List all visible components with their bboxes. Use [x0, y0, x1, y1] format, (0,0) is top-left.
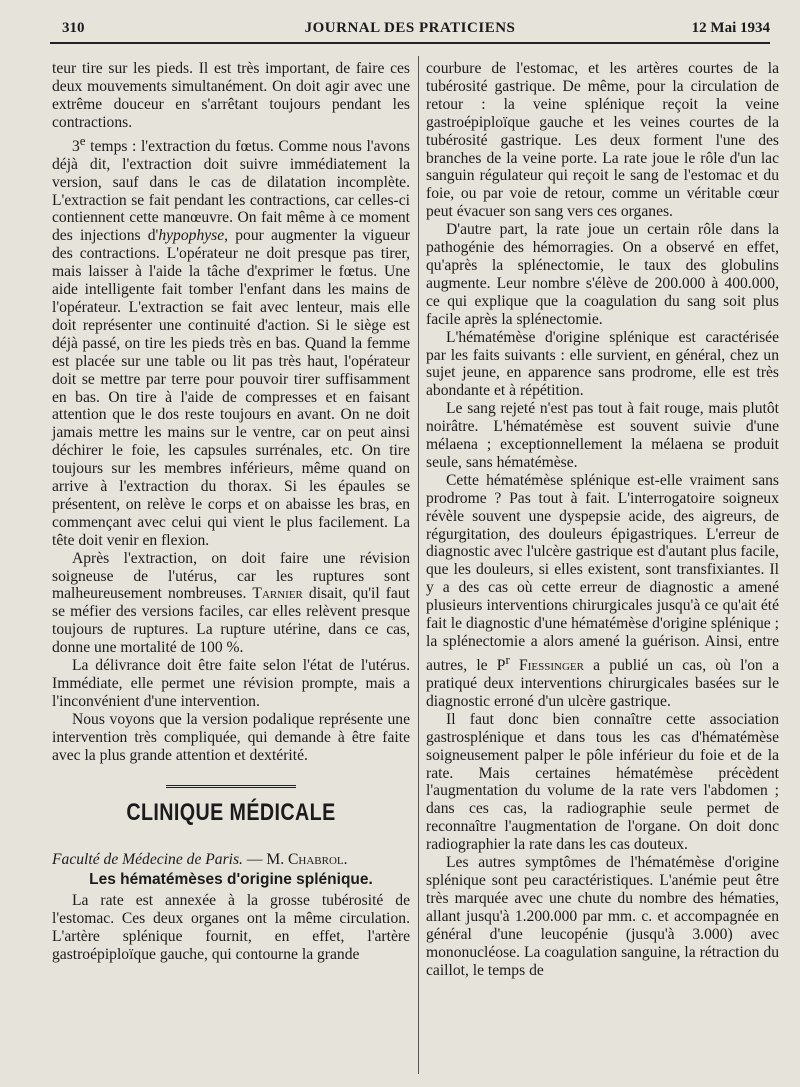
faculty: Faculté de Médecine de Paris.: [52, 850, 243, 868]
paragraph: [426, 472, 779, 711]
paragraph: courbure de l'estomac, et les artères courtes de la tubérosité gastrique. De même, pour la circulation de retour : la veine splénique reçoit la veine gastroépiploïque gauche et les veines courtes de la tubérosité gastrique. Les deux forment l'une des branches de la veine porte. La rate joue le rôle d'un lac sanguin régulateur qui reçoit le sang de l'estomac et du foie, ou par voie de retour, comme un véritable cœur peut évacuer son sang vers ces organes.: [426, 60, 779, 221]
issue-date: 12 Mai 1934: [691, 20, 770, 36]
ordinal-suffix: e: [79, 132, 86, 148]
text-run: Cette hématémèse splénique est-elle vraiment sans prodrome ? Pas tout à fait. L'interrogatoire soigneux révèle souvent une dyspepsie acide, des aigreurs, de régurgitation, des douleurs épigastriques. L'erreur de diagnostic avec l'ulcère gastrique est d'autant plus facile, que les douleurs, si elles existent, sont transfixiantes. Il y a des cas où cette erreur de diagnostic a amené plusieurs interventions chirurgicales jusqu'à ce qu'ait été fait le diagnostic d'une hématémèse d'origine splénique ; la splénectomie a alors amené la guérison. Ainsi, entre autres, le P: [426, 471, 779, 675]
left-column: [52, 60, 410, 964]
journal-title: JOURNAL DES PRATICIENS: [304, 20, 516, 36]
page-header: [50, 20, 770, 44]
text-run: , pour augmenter la vigueur des contractions. L'opérateur ne doit presque pas tirer, mais laisser à l'aide la tâche d'exprimer le fœtus. Une aide intelligente fait tomber l'enfant dans les mains de l'opérateur. L'extraction se fait avec lenteur, mais elle doit représenter une continuité d'action. Si le siège est déjà passé, on tire les pieds très en bas. Quand la femme est placée sur une table ou lit pas très haut, l'opérateur doit se mettre par terre pour pouvoir tirer suffisamment en bas. On tire à l'aide de compresses et en faisant attention que le dos reste toujours en avant. On ne doit jamais mettre les mains sur le ventre, car on peut ainsi déchirer le foie, les capsules surrénales, etc. On tire toujours sur les membres inférieurs, même quand on arrive à l'extraction du thorax. Si les épaules se présentent, on relève le corps et on abaisse les bras, en commençant avec celui qui vient le plus facilement. La tête doit venir en flexion.: [52, 227, 410, 549]
section-rule: [166, 785, 296, 790]
paragraph: Le sang rejeté n'est pas tout à fait rouge, mais plutôt noirâtre. L'hématémèse est souvent suivie d'une mélaena ; exceptionnellement la mélaena se produit seule, sans hématémèse.: [426, 400, 779, 471]
text-run: temps : l'extraction du fœtus. Comme nous l'avons déjà dit, l'extraction doit suivre immédiatement la version, sauf dans le cas de dilatation incomplète. L'extraction se fait pendant les contractions, car celles-ci contiennent cette manœuvre. On fait même à ce moment des injections d': [52, 137, 410, 245]
column-divider: [418, 56, 419, 1074]
text-run: disait, qu'il faut se méfier des versions faciles, car elles relèvent presque toujours de ruptures. La rupture utérine, dans ce cas, donne une mortalité de 100 %.: [52, 585, 410, 657]
cited-author: Fiessinger: [519, 657, 584, 675]
paragraph: D'autre part, la rate joue un certain rôle dans la pathogénie des hémorragies. On a observé en effet, qu'après la splénectomie, le taux des globulins augmente. Leur nombre s'élève de 200.000 à 400.000, ce qui explique que la coagulation du sang soit plus facile après la splénectomie.: [426, 221, 779, 328]
article-byline: [52, 851, 410, 869]
author-name: Chabrol: [288, 850, 344, 868]
byline-end: .: [343, 850, 348, 868]
text-run: Après l'extraction, on doit faire une révision soigneuse de l'utérus, car les ruptures sont malheureusement nombreuses.: [52, 549, 410, 603]
paragraph: Les autres symptômes de l'hématémèse d'origine splénique sont peu caractéristiques. L'anémie peut être très marquée avec une chute du nombre des hématies, allant jusqu'à 1.200.000 par mm. c. et accompagnée en général d'une leucopénie (jusqu'à 3.000) avec mononucléose. La coagulation sanguine, la rétraction du caillot, le temps de: [426, 854, 779, 979]
page-number: 310: [62, 20, 85, 36]
emphasis: hypophyse: [158, 227, 225, 245]
paragraph: [52, 132, 410, 550]
text-run: a publié un cas, où l'on a pratiqué deux interventions chirurgicales basées sur le diagnostic erroné d'un ulcère gastrique.: [426, 657, 779, 710]
paragraph: Il faut donc bien connaître cette association gastrosplénique et dans tous les cas d'hématémèse soigneusement palper le pôle inférieur du foie et de la rate. Mais certaines hématémèse précèdent l'augmentation du volume de la rate vers l'abdomen ; dans ces cas, la radiographie seule permet de reconnaître l'augmentation de l'organe. On doit donc radiographier la rate dans les cas douteux.: [426, 710, 779, 854]
paragraph: teur tire sur les pieds. Il est très important, de faire ces deux mouvements simultanément. On doit agir avec une extrême douceur en s'arrêtant toujours pendant les contractions.: [52, 60, 410, 131]
cited-author: Tarnier: [252, 585, 303, 603]
article-title: Les hématémèses d'origine splénique.: [89, 871, 373, 889]
paragraph: La rate est annexée à la grosse tubérosité de l'estomac. Ces deux organes ont la même circulation. L'artère splénique fournit, en effet, l'artère gastroépiploïque gauche, qui contourne la grande: [52, 892, 410, 964]
byline-separator: — M.: [242, 850, 289, 868]
section-title: CLINIQUE MÉDICALE: [126, 798, 336, 826]
paragraph: [52, 550, 410, 657]
step-number: 3: [72, 137, 80, 155]
paragraph: La délivrance doit être faite selon l'état de l'utérus. Immédiate, elle permet une révision prompte, mais a l'inconvénient d'une intervention.: [52, 657, 410, 710]
paragraph: Nous voyons que la version podalique représente une intervention très compliquée, qui demande à être faite avec la plus grande attention et dextérité.: [52, 710, 410, 764]
right-column: [426, 60, 779, 979]
paragraph: L'hématémèse d'origine splénique est caractérisée par les faits suivants : elle survient, en général, chez un sujet jeune, en apparence sans prodrome, elle est très abondante et à répétition.: [426, 328, 779, 400]
title-suffix: r: [505, 651, 510, 667]
